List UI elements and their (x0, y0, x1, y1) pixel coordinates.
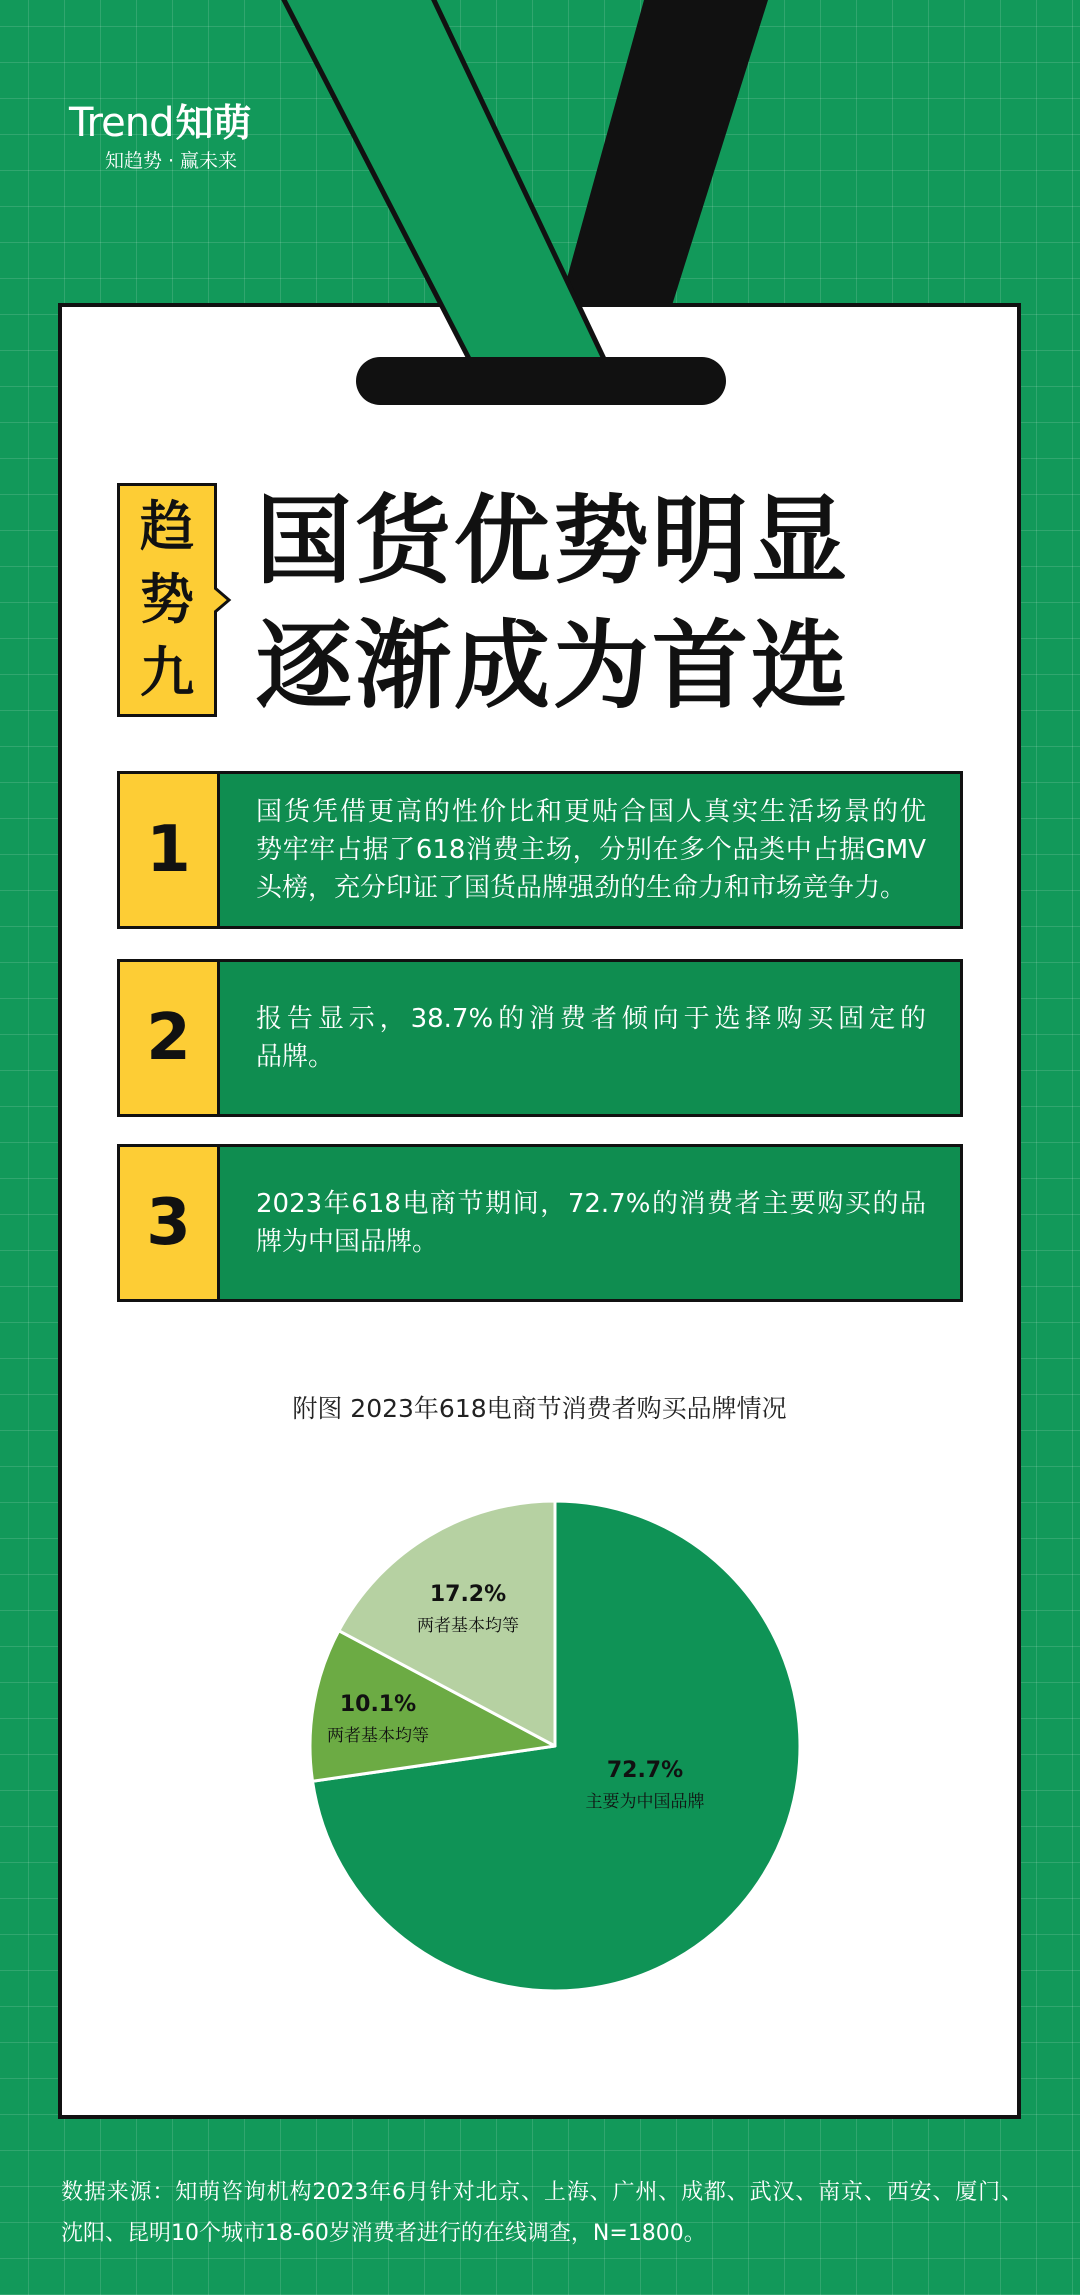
pie-category-label: 两者基本均等 (417, 1616, 519, 1636)
logo-wordmark: Trend (69, 100, 174, 146)
green-strap (282, 0, 614, 380)
logo-chinese-name: 知萌 (175, 101, 252, 145)
point-text (220, 774, 960, 926)
point-text-line: 报告显示，38.7%的消费者倾向于选择购买固定的 (256, 1004, 926, 1034)
chart-title: 附图 2023年618电商节消费者购买品牌情况 (292, 1394, 787, 1423)
point-card-3 (117, 1144, 963, 1302)
logo-tagline: 知趋势 · 赢未来 (104, 150, 238, 172)
pie-chart (58, 1480, 1021, 2020)
footer-line: 沈阳、昆明10个城市18-60岁消费者进行的在线调查，N=1800。 (61, 2221, 706, 2246)
trend-tag (117, 483, 217, 717)
point-number: 1 (120, 774, 220, 926)
pie-value-label: 17.2% (429, 1582, 507, 1607)
point-text-line: 2023年618电商节期间，72.7%的消费者主要购买的品 (256, 1189, 926, 1219)
point-text-line: 势牢牢占据了618消费主场，分别在多个品类中占据GMV (256, 835, 926, 865)
point-text (220, 962, 960, 1114)
title-line-2: 逐渐成为首选 (256, 610, 850, 722)
point-text-line: 国货凭借更高的性价比和更贴合国人真实生活场景的优 (256, 797, 926, 827)
page-title (256, 479, 850, 729)
lanyard-front-strap (0, 0, 1080, 420)
pie-category-label: 主要为中国品牌 (585, 1792, 705, 1812)
point-text-line: 牌为中国品牌。 (256, 1227, 439, 1257)
pie-value-label: 72.7% (606, 1758, 684, 1783)
trend-tag-label: 趋势九 (140, 495, 194, 704)
tag-arrow-icon (214, 586, 234, 614)
brand-logo (69, 92, 252, 147)
pie-value-label: 10.1% (339, 1692, 417, 1717)
point-number: 2 (120, 962, 220, 1114)
point-card-1 (117, 771, 963, 929)
card-slot (356, 357, 726, 405)
point-text-line: 品牌。 (256, 1042, 335, 1072)
point-card-2 (117, 959, 963, 1117)
footer-line: 数据来源：知萌咨询机构2023年6月针对北京、上海、广州、成都、武汉、南京、西安、厦门、 (61, 2180, 1023, 2205)
point-text (220, 1147, 960, 1299)
pie-category-label: 两者基本均等 (327, 1726, 429, 1746)
data-source-note (61, 2172, 1023, 2254)
point-number: 3 (120, 1147, 220, 1299)
point-text-line: 头榜，充分印证了国货品牌强劲的生命力和市场竞争力。 (256, 873, 907, 903)
title-line-1: 国货优势明显 (256, 485, 850, 597)
